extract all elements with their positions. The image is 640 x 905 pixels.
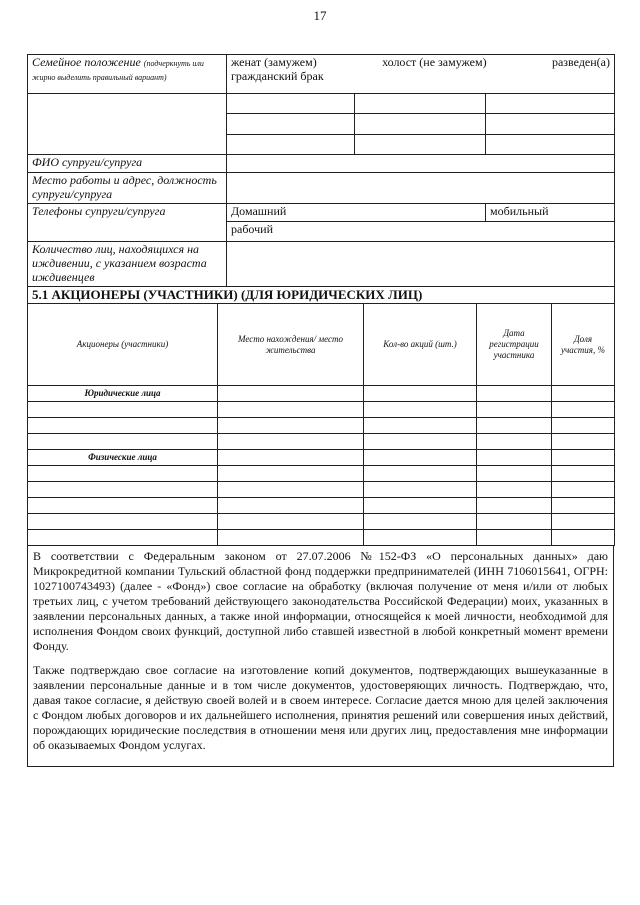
table-cell[interactable]: [364, 450, 477, 466]
spouse-work-field[interactable]: [227, 173, 615, 204]
page-number: 17: [313, 8, 327, 23]
table-cell[interactable]: [477, 418, 552, 434]
blank-field[interactable]: [227, 94, 355, 114]
table-cell[interactable]: [218, 450, 364, 466]
table-cell[interactable]: [218, 514, 364, 530]
option-civil-marriage[interactable]: гражданский брак: [231, 69, 324, 83]
shareholders-table: [27, 287, 615, 546]
table-cell[interactable]: [28, 482, 218, 498]
section-title: 5.1 АКЦИОНЕРЫ (УЧАСТНИКИ) (ДЛЯ ЮРИДИЧЕСКИХ ЛИЦ): [28, 287, 615, 304]
col-reg-date: Дата регистрации участника: [477, 304, 552, 386]
table-cell[interactable]: [552, 450, 615, 466]
table-cell[interactable]: [552, 402, 615, 418]
blank-field[interactable]: [486, 114, 615, 134]
table-cell[interactable]: [552, 386, 615, 402]
table-cell[interactable]: [28, 498, 218, 514]
dependents-field[interactable]: [227, 242, 615, 287]
table-cell[interactable]: [28, 434, 218, 450]
blank-field[interactable]: [227, 134, 355, 154]
table-cell[interactable]: [364, 482, 477, 498]
option-divorced[interactable]: разведен(а): [551, 55, 610, 69]
blank-field[interactable]: [486, 94, 615, 114]
blank-field[interactable]: [486, 134, 615, 154]
table-cell[interactable]: [477, 450, 552, 466]
table-cell[interactable]: [218, 418, 364, 434]
table-cell[interactable]: [364, 402, 477, 418]
table-cell[interactable]: [552, 514, 615, 530]
table-cell[interactable]: [552, 530, 615, 546]
table-cell[interactable]: [364, 466, 477, 482]
spouse-name-field[interactable]: [227, 155, 615, 173]
table-cell[interactable]: [218, 402, 364, 418]
col-shareholders: Акционеры (участники): [28, 304, 218, 386]
group-legal: Юридические лица: [28, 386, 218, 402]
table-cell[interactable]: [364, 434, 477, 450]
table-cell[interactable]: [477, 498, 552, 514]
form-page: [27, 54, 614, 767]
option-single[interactable]: холост (не замужем): [382, 55, 487, 69]
blank-field[interactable]: [355, 134, 486, 154]
col-shares: Кол-во акций (шт.): [364, 304, 477, 386]
table-cell[interactable]: [364, 386, 477, 402]
spouse-work-label: Место работы и адрес, должность супруги/супруга: [28, 173, 227, 204]
table-cell[interactable]: [364, 498, 477, 514]
table-cell[interactable]: [218, 386, 364, 402]
marital-options-cell: [227, 55, 615, 94]
consent-paragraph-1: В соответствии с Федеральным законом от 27.07.2006 №152-ФЗ «О персональных данных» даю Микрокредитной компании Тульский областной фонд поддержки предпринимателей (ИНН 7106015641, ОГРН: 1027100743493) (далее - «Фонд») свое согласие на обработку (включая получение от меня и/или от любых третьих лиц, с учетом требований действующего законодательства Российской Федерации) моих, указанных в заявлении персональных данных, а также иной информации, относящейся к моей личности, необходимой для исполнения Фондом своих функций, доступной либо ставшей известной в любой конкретный момент времени Фонду.: [33, 549, 608, 653]
table-cell[interactable]: [552, 418, 615, 434]
col-location: Место нахождения/ место жительства: [218, 304, 364, 386]
table-cell[interactable]: [364, 418, 477, 434]
phone-mobile-field[interactable]: мобильный: [486, 204, 615, 222]
col-share-pct: Доля участия, %: [552, 304, 615, 386]
blank-field[interactable]: [355, 114, 486, 134]
marital-label: Семейное положение: [32, 55, 141, 69]
table-cell[interactable]: [218, 466, 364, 482]
table-cell[interactable]: [28, 418, 218, 434]
table-cell[interactable]: [218, 498, 364, 514]
marital-label-cell: [28, 55, 227, 94]
table-cell[interactable]: [552, 498, 615, 514]
consent-text: [27, 546, 614, 767]
consent-paragraph-2: Также подтверждаю свое согласие на изготовление копий документов, подтверждающих вышеуказанные в заявлении персональные данные и в том числе документов, удостоверяющих личность. Подтверждаю, что, давая такое согласие, я действую своей волей и в своем интересе. Согласие дается мною для целей заключения с Фондом любых договоров и их дальнейшего исполнения, принятия решений или совершения иных действий, порождающих юридические последствия в отношении меня или других лиц, предоставления мне информации об оказываемых Фондом услугах.: [33, 663, 608, 752]
dependents-label: Количество лиц, находящихся на иждивении, с указанием возраста иждивенцев: [28, 242, 227, 287]
blank-field[interactable]: [355, 94, 486, 114]
blank-field[interactable]: [227, 114, 355, 134]
table-cell[interactable]: [364, 530, 477, 546]
table-cell[interactable]: [218, 482, 364, 498]
spouse-name-label: ФИО супруги/супруга: [28, 155, 227, 173]
marital-hint: (подчеркнуть или жирно выделить правильный вариант): [32, 59, 204, 82]
table-cell[interactable]: [218, 530, 364, 546]
table-cell[interactable]: [552, 434, 615, 450]
table-cell[interactable]: [477, 482, 552, 498]
table-cell[interactable]: [477, 386, 552, 402]
table-cell[interactable]: [218, 434, 364, 450]
table-cell[interactable]: [28, 466, 218, 482]
table-cell[interactable]: [477, 466, 552, 482]
phone-work-field[interactable]: рабочий: [227, 222, 615, 242]
table-cell[interactable]: [364, 514, 477, 530]
table-cell[interactable]: [477, 434, 552, 450]
spouse-phones-label: Телефоны супруги/супруга: [28, 204, 227, 242]
phone-home-field[interactable]: Домашний: [227, 204, 486, 222]
option-married[interactable]: женат (замужем): [231, 55, 317, 69]
table-cell[interactable]: [552, 466, 615, 482]
table-cell[interactable]: [477, 514, 552, 530]
blank-cell: [28, 94, 227, 155]
table-cell[interactable]: [28, 530, 218, 546]
table-cell[interactable]: [28, 402, 218, 418]
table-cell[interactable]: [477, 530, 552, 546]
table-cell[interactable]: [28, 514, 218, 530]
table-cell[interactable]: [552, 482, 615, 498]
personal-info-table: [27, 54, 615, 287]
table-cell[interactable]: [477, 402, 552, 418]
group-physical: Физические лица: [28, 450, 218, 466]
